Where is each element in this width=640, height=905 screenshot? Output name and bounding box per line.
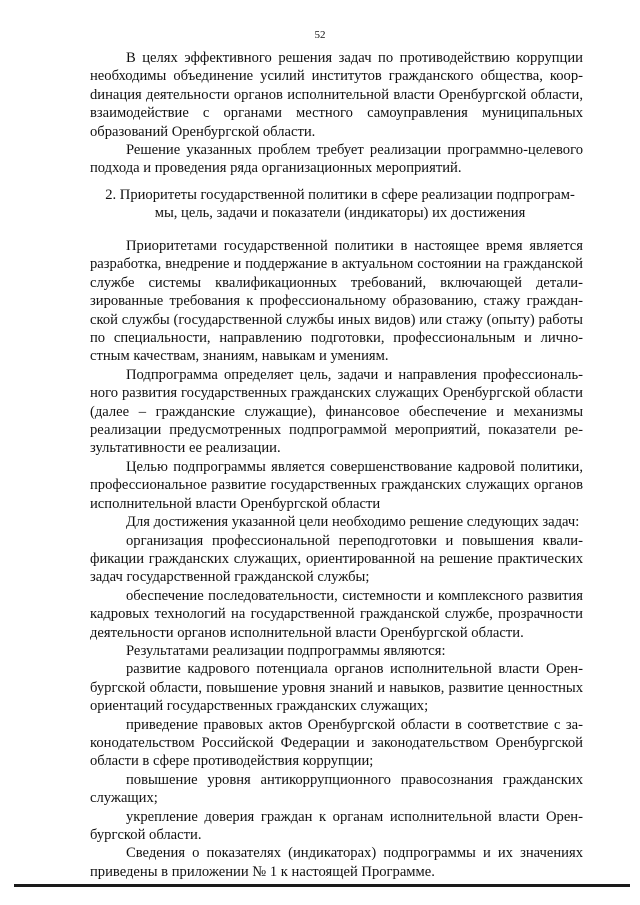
task-item: обеспечение последовательности, системности и комплексного развития кадровых технологий на государственной гражданской службе, прозрачности деятельности органов исполнительной власти Оренбургской области. — [90, 587, 583, 641]
intro-paragraph: Решение указанных проблем требует реализации программно-целевого подхода и проведения ряда организационных мероприятий. — [90, 142, 583, 177]
intro-paragraph: В целях эффективного решения задач по противодействию коррупции необходимы объединение усилий институтов гражданского общества, коорdинация деятельности органов исполнительной власти Оренбургской области, взаимодействие с органами местного самоуправления муниципальных образований Оренбургской области. — [90, 50, 583, 140]
task-item: организация профессиональной переподготовки и повышения квалификации гражданских служащих, ориентированной на решение практических задач государственной гражданской службы; — [90, 532, 583, 586]
section-heading-line: мы, цель, задачи и показатели (индикаторы) их достижения — [154, 205, 526, 222]
section-heading-line: 2. Приоритеты государственной политики в сфере реализации подпрограм- — [105, 187, 575, 203]
result-item: приведение правовых актов Оренбургской области в соответствие с законодательством Российской Федерации и законодательством Оренбургской области в сфере противодействия коррупции; — [90, 716, 583, 770]
section-heading — [100, 186, 580, 223]
body-paragraph: Сведения о показателях (индикаторах) подпрограммы и их значениях приведены в приложении № 1 к настоящей Программе. — [90, 845, 583, 880]
body-paragraph: Результатами реализации подпрограммы являются: — [126, 642, 446, 659]
body-paragraph: Приоритетами государственной политики в настоящее время является разработка, внедрение и поддержание в актуальном состоянии на гражданской службе системы квалификационных требований, включающей детализированные требования к профессиональному образованию, стажу гражданской службы (государственной службы иных видов) или стажу (опыту) работы по специальности, направлению подготовки, профессиональным и личностным качествам, знаниям, навыкам и умениям. — [90, 238, 583, 365]
body-paragraph: Целью подпрограммы является совершенствование кадровой политики, профессиональное развитие государственных гражданских служащих органов исполнительной власти Оренбургской области — [90, 458, 583, 512]
page-number: 52 — [314, 29, 326, 41]
main-text-block — [90, 237, 583, 881]
intro-text-block — [90, 49, 583, 178]
bottom-divider — [14, 884, 630, 887]
body-paragraph: Подпрограмма определяет цель, задачи и направления профессионального развития государственных гражданских служащих Оренбургской области (далее – гражданские служащие), финансовое обеспечение и механизмы реализации предусмотренных подпрограммой мероприятий, показатели результативности ее реализации. — [90, 366, 583, 457]
result-item: повышение уровня антикоррупционного правосознания гражданских служащих; — [90, 771, 583, 807]
result-item: укрепление доверия граждан к органам исполнительной власти Оренбургской области. — [90, 808, 583, 843]
body-paragraph: Для достижения указанной цели необходимо решение следующих задач: — [126, 514, 580, 531]
result-item: развитие кадрового потенциала органов исполнительной власти Оренбургской области, повышение уровня знаний и навыков, развитие ценностных ориентаций государственных гражданских служащих; — [90, 661, 583, 715]
